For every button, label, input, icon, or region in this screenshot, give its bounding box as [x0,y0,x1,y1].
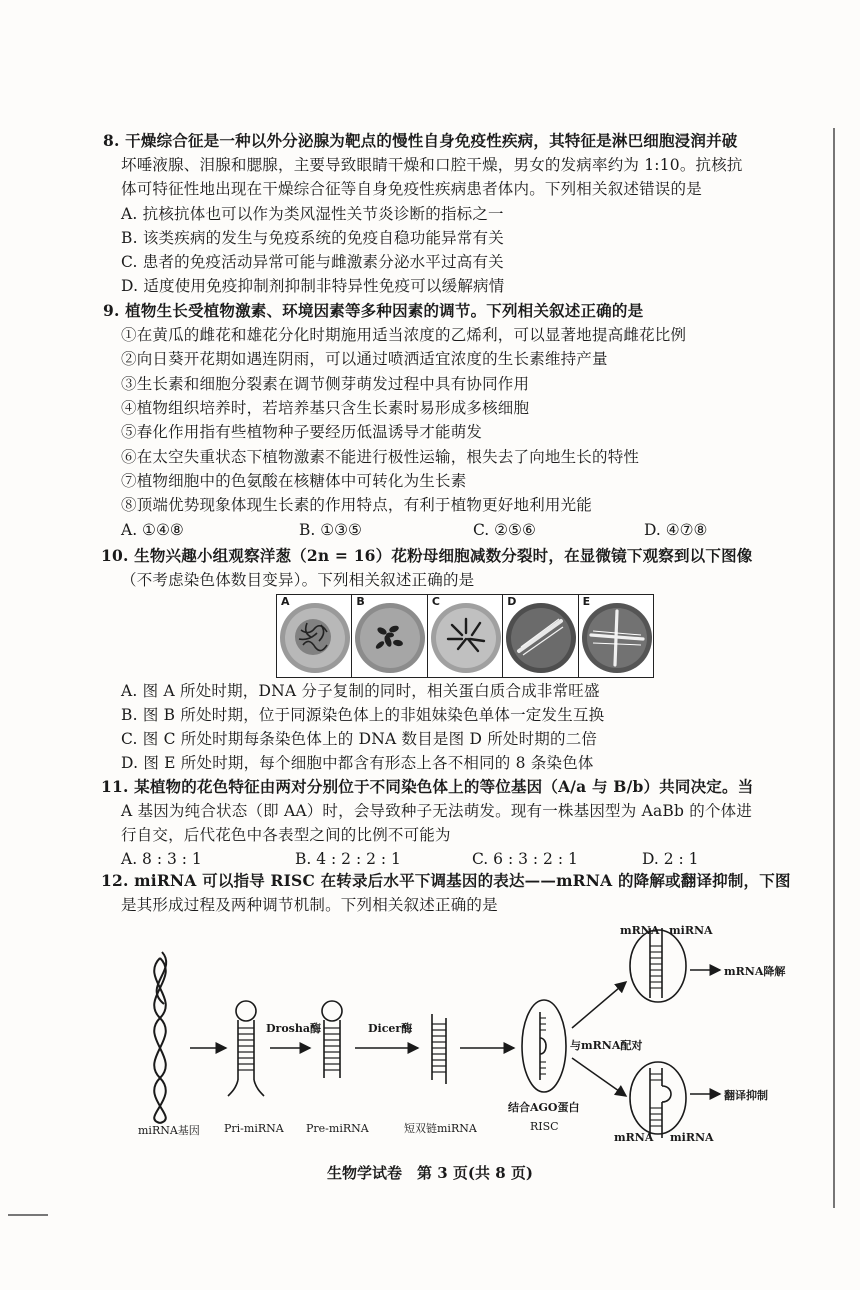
q8-stem-line1: 8. 干燥综合征是一种以外分泌腺为靶点的慢性自身免疫性疾病，其特征是淋巴细胞浸润并破 [103,131,738,150]
margin-rule [833,128,835,1208]
mirna-diagram-art [120,918,820,1148]
degradation-complex [630,928,686,1002]
q11-option-a: A. 8 : 3 : 1 [121,850,202,868]
scan-edge-mark [8,1214,48,1216]
label-pri-mirna: Pri-miRNA [224,1122,284,1135]
q11-stem-line1: 11. 某植物的花色特征由两对分别位于不同染色体上的等位基因（A/a 与 B/b）共同决定。当 [101,777,754,796]
inhibition-complex [630,1062,686,1138]
micrograph-c [428,595,503,677]
q9-statement-2: ②向日葵开花期如遇连阴雨，可以通过喷洒适宜浓度的生长素维持产量 [121,350,608,368]
q10-option-b: B. 图 B 所处时期，位于同源染色体上的非姐妹染色单体一定发生互换 [121,706,605,724]
q9-statement-1: ①在黄瓜的雌花和雄花分化时期施用适当浓度的乙烯利，可以显著地提高雌花比例 [121,326,687,344]
q8-option-b: B. 该类疾病的发生与免疫系统的免疫自稳功能异常有关 [121,229,504,247]
micrograph-b [352,595,427,677]
risc-complex [522,1000,566,1092]
page-footer: 生物学试卷 第 3 页(共 8 页) [327,1164,533,1182]
label-risc: RISC [530,1120,559,1133]
mirna-diagram [120,918,820,1148]
q10-stem-line2: （不考虑染色体数目变异）。下列相关叙述正确的是 [121,571,475,589]
q9-stem: 9. 植物生长受植物激素、环境因素等多种因素的调节。下列相关叙述正确的是 [103,301,644,320]
label-dicer: Dicer酶 [368,1022,413,1035]
q10-option-d: D. 图 E 所处时期，每个细胞中都含有形态上各不相同的 8 条染色体 [121,754,594,772]
q10-option-a: A. 图 A 所处时期，DNA 分子复制的同时，相关蛋白质合成非常旺盛 [121,682,600,700]
q12-stem-line2: 是其形成过程及两种调节机制。下列相关叙述正确的是 [121,896,498,914]
label-pre-mirna: Pre-miRNA [306,1122,369,1135]
q9-statement-6: ⑥在太空失重状态下植物激素不能进行极性运输，根失去了向地生长的特性 [121,448,640,466]
q11-option-c: C. 6 : 3 : 2 : 1 [472,850,578,868]
label-drosha: Drosha酶 [266,1022,321,1035]
q12-stem-line1: 12. miRNA 可以指导 RISC 在转录后水平下调基因的表达——mRNA 的降解或翻译抑制，下图 [101,871,791,890]
q9-option-b: B. ①③⑤ [299,521,362,539]
q8-option-a: A. 抗核抗体也可以作为类风湿性关节炎诊断的指标之一 [121,205,504,223]
micrograph-e-label: E [582,595,591,608]
label-mirna-bottom: miRNA [670,1131,714,1144]
label-ago: 结合AGO蛋白 [508,1101,580,1114]
q9-statement-3: ③生长素和细胞分裂素在调节侧芽萌发过程中具有协同作用 [121,375,530,393]
label-degradation: mRNA降解 [724,965,786,978]
q11-stem-line2: A 基因为纯合状态（即 AA）时，会导致种子无法萌发。现有一株基因型为 AaBb 的个体进 [121,802,753,820]
q9-option-c: C. ②⑤⑥ [473,521,536,539]
q11-stem-line3: 行自交，后代花色中各表型之间的比例不可能为 [121,826,451,844]
micrograph-a-label: A [281,595,290,608]
label-inhibition: 翻译抑制 [724,1089,768,1102]
q9-statement-5: ⑤春化作用指有些植物种子要经历低温诱导才能萌发 [121,423,483,441]
q8-option-d: D. 适度使用免疫抑制剂抑制非特异性免疫可以缓解病情 [121,277,505,295]
pre-mirna-hairpin [322,1001,342,1078]
label-short-duplex: 短双链miRNA [404,1122,477,1135]
micrograph-strip [276,594,654,678]
label-pair-mrna: 与mRNA配对 [570,1039,643,1052]
q9-option-d: D. ④⑦⑧ [644,521,708,539]
pri-mirna-hairpin [228,1001,264,1096]
q11-option-b: B. 4 : 2 : 2 : 1 [295,850,401,868]
q11-options [121,850,821,872]
micrograph-c-label: C [431,595,440,608]
q9-options [121,521,821,543]
label-mirna-gene: miRNA基因 [138,1124,200,1137]
q8-option-c: C. 患者的免疫活动异常可能与雌激素分泌水平过高有关 [121,253,504,271]
q9-statement-7: ⑦植物细胞中的色氨酸在核糖体中可转化为生长素 [121,472,467,490]
q10-stem-line1: 10. 生物兴趣小组观察洋葱（2n = 16）花粉母细胞减数分裂时，在显微镜下观察到以下图像 [101,546,753,565]
q9-statement-4: ④植物组织培养时，若培养基只含生长素时易形成多核细胞 [121,399,530,417]
micrograph-d-label: D [507,595,517,608]
dna-helix [154,952,166,1123]
label-mrna-top: mRNA [620,924,660,937]
q8-stem-line2: 坏唾液腺、泪腺和腮腺，主要导致眼睛干燥和口腔干燥，男女的发病率约为 1:10。抗核抗 [121,156,743,174]
q9-statement-8: ⑧顶端优势现象体现生长素的作用特点，有利于植物更好地利用光能 [121,496,593,514]
q10-option-c: C. 图 C 所处时期每条染色体上的 DNA 数目是图 D 所处时期的二倍 [121,730,598,748]
label-mrna-bottom: mRNA [614,1131,654,1144]
short-duplex-mirna [432,1014,446,1084]
micrograph-b-label: B [356,595,365,608]
micrograph-a [277,595,352,677]
q11-option-d: D. 2 : 1 [642,850,699,868]
micrograph-e [579,595,653,677]
q9-option-a: A. ①④⑧ [121,521,184,539]
label-mirna-top: miRNA [669,924,713,937]
q8-stem-line3: 体可特征性地出现在干燥综合征等自身免疫性疾病患者体内。下列相关叙述错误的是 [121,180,702,198]
micrograph-d [503,595,578,677]
